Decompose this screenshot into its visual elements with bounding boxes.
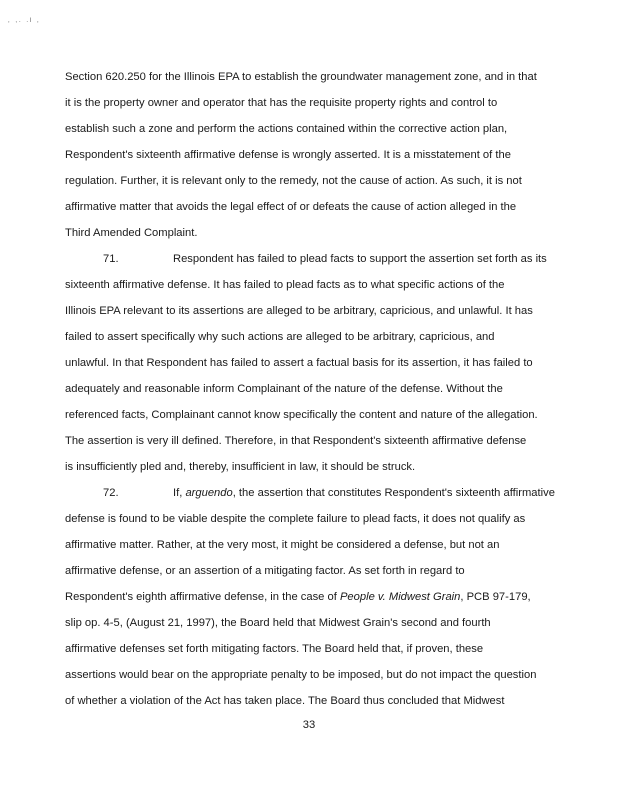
text-line: it is the property owner and operator that has the requisite property rights and control to	[65, 97, 498, 109]
header-mark: , ,. .l ,	[8, 18, 41, 24]
paragraph-72-first-line	[65, 486, 555, 500]
paragraph-number: 72.	[103, 487, 119, 499]
case-citation-line	[65, 590, 531, 604]
text-line: of whether a violation of the Act has taken place. The Board thus concluded that Midwest	[65, 695, 505, 707]
text-line: Illinois EPA relevant to its assertions are alleged to be arbitrary, capricious, and unlawful. It has	[65, 305, 533, 317]
text-line: Respondent's sixteenth affirmative defense is wrongly asserted. It is a misstatement of the	[65, 149, 511, 161]
paragraph-71-first-line	[65, 252, 547, 266]
text-line: affirmative matter that avoids the legal effect of or defeats the cause of action alleged in the	[65, 201, 517, 213]
paragraph-text: Respondent has failed to plead facts to support the assertion set forth as its	[173, 253, 547, 265]
text-line: affirmative defense, or an assertion of a mitigating factor. As set forth in regard to	[65, 565, 465, 577]
text-line: referenced facts, Complainant cannot know specifically the content and nature of the allegation.	[65, 409, 538, 421]
text-line: slip op. 4-5, (August 21, 1997), the Board held that Midwest Grain's second and fourth	[65, 617, 491, 629]
text-line: sixteenth affirmative defense. It has failed to plead facts as to what specific actions of the	[65, 279, 505, 291]
text-line: regulation. Further, it is relevant only to the remedy, not the cause of action. As such, it is not	[65, 175, 522, 187]
text-line: failed to assert specifically why such actions are alleged to be arbitrary, capricious, and	[65, 331, 495, 343]
text-line: assertions would bear on the appropriate penalty to be imposed, but do not impact the question	[65, 669, 537, 681]
text-line: affirmative defenses set forth mitigating factors. The Board held that, if proven, these	[65, 643, 484, 655]
text-line: Section 620.250 for the Illinois EPA to establish the groundwater management zone, and in that	[65, 71, 537, 83]
text-line: adequately and reasonable inform Complainant of the nature of the defense. Without the	[65, 383, 503, 395]
text-line: is insufficiently pled and, thereby, insufficient in law, it should be struck.	[65, 461, 416, 473]
text-line: The assertion is very ill defined. Therefore, in that Respondent's sixteenth affirmative defense	[65, 435, 527, 447]
paragraph-number: 71.	[103, 253, 119, 265]
text-line: unlawful. In that Respondent has failed to assert a factual basis for its assertion, it has failed to	[65, 357, 533, 369]
text-line: establish such a zone and perform the actions contained within the corrective action plan,	[65, 123, 508, 135]
text-line: Third Amended Complaint.	[65, 227, 198, 239]
page-number: 33	[302, 719, 316, 731]
citation-prefix: Respondent's eighth affirmative defense, in the case of	[65, 591, 340, 603]
text-line: affirmative matter. Rather, at the very most, it might be considered a defense, but not an	[65, 539, 500, 551]
arguendo-italic: arguendo	[185, 487, 233, 499]
paragraph-text-prefix: If,	[173, 487, 186, 499]
text-line: defense is found to be viable despite the complete failure to plead facts, it does not qualify as	[65, 513, 526, 525]
case-name: People v. Midwest Grain	[339, 591, 461, 603]
paragraph-text: , the assertion that constitutes Respondent's sixteenth affirmative	[232, 487, 555, 499]
citation-suffix: , PCB 97-179,	[460, 591, 531, 603]
